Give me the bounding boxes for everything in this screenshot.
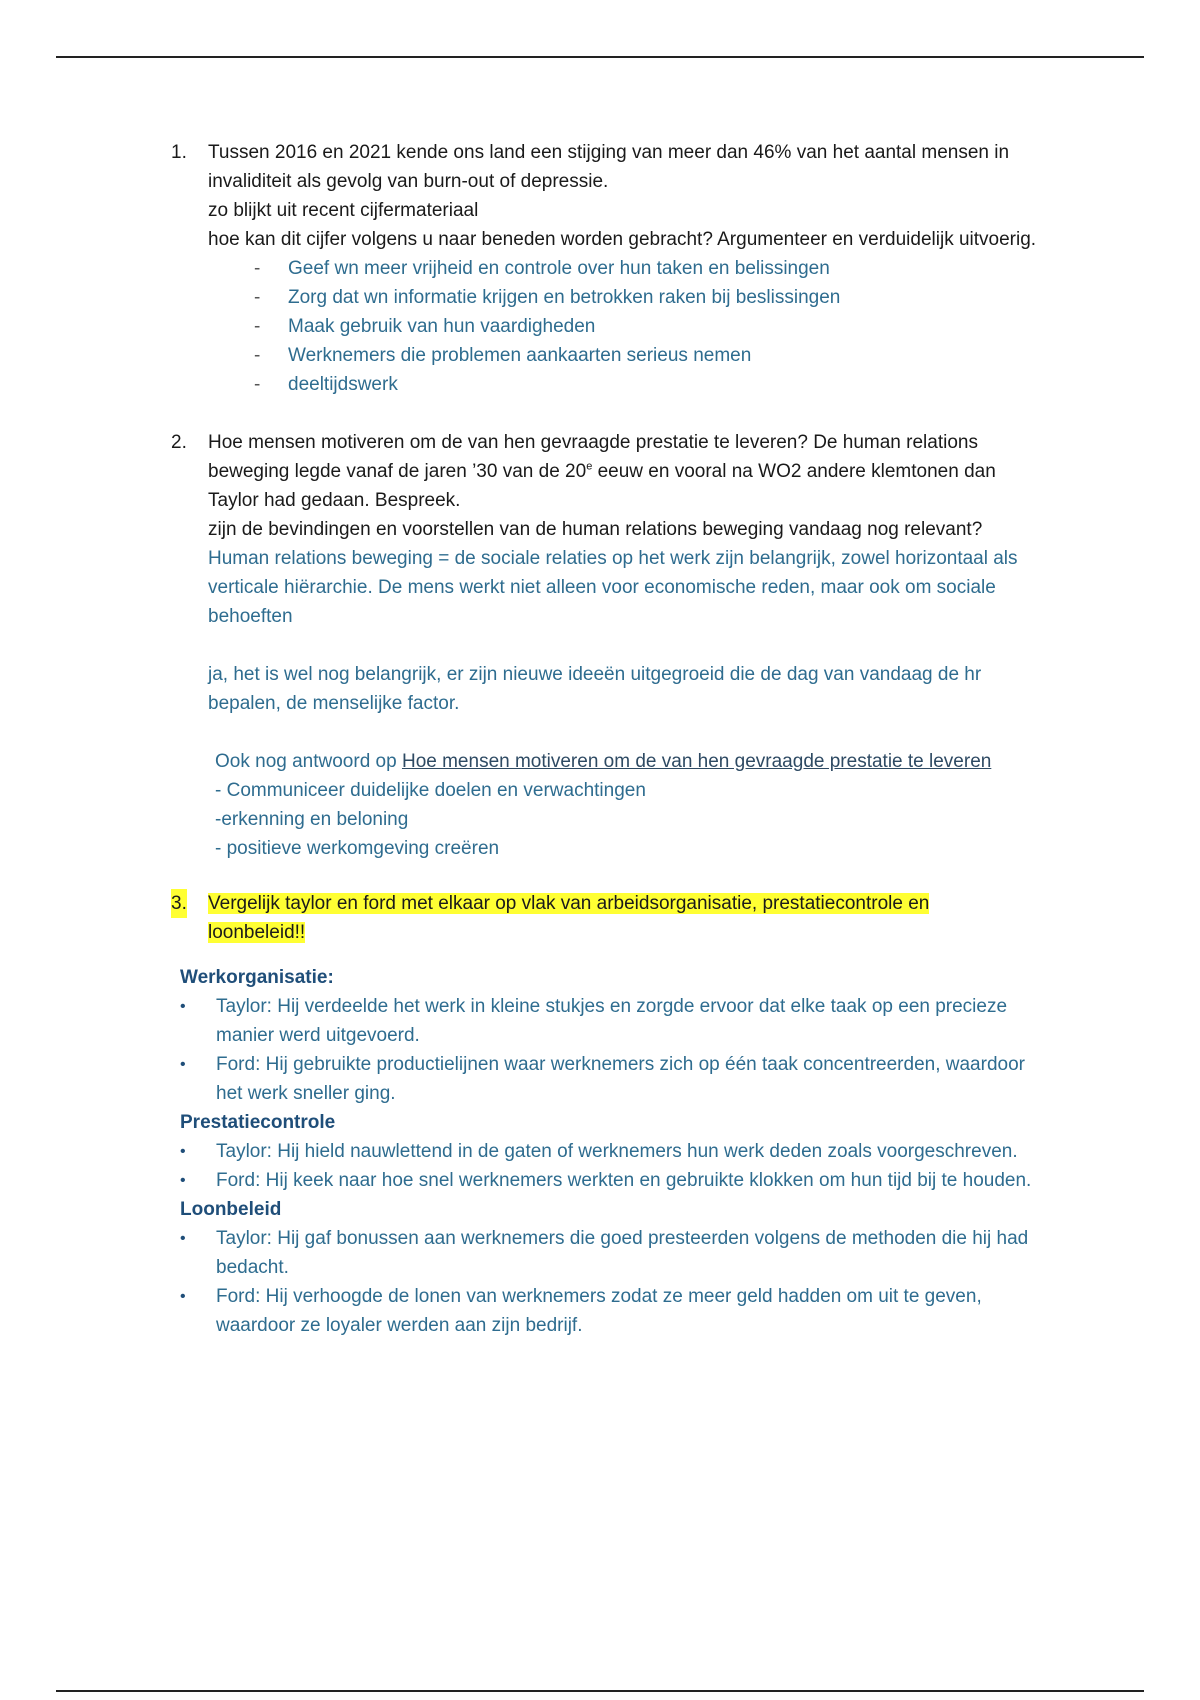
- answer-item: [254, 370, 1050, 399]
- section-heading: Prestatiecontrole: [180, 1112, 336, 1133]
- section-heading: Loonbeleid: [180, 1199, 282, 1220]
- bullet-item: [0, 1224, 1200, 1282]
- bullet-text: Taylor: Hij verdeelde het werk in kleine stukjes en zorgde ervoor dat elke taak op een precieze manier werd uitgevoerd.: [216, 996, 1008, 1046]
- bullet-marker: •: [180, 1056, 186, 1073]
- bullet-text: Taylor: Hij gaf bonussen aan werknemers die goed presteerden volgens de methoden die hij had bedacht.: [216, 1228, 1029, 1278]
- document-body: [0, 138, 1200, 1340]
- bullet-marker: •: [180, 1172, 186, 1189]
- header-rule: [56, 56, 1144, 58]
- answer-item: [254, 312, 1050, 341]
- answer-item: [254, 283, 1050, 312]
- extra-prefix: Ook nog antwoord op: [215, 751, 402, 772]
- answer-text: Maak gebruik van hun vaardigheden: [288, 316, 596, 337]
- bullet-item: [0, 1050, 1200, 1108]
- answer-item: [254, 341, 1050, 370]
- dash-marker: -: [254, 374, 261, 395]
- bullet-marker: •: [180, 998, 186, 1015]
- bullet-text: Taylor: Hij hield nauwlettend in de gaten of werknemers hun werk deden zoals voorgeschreven.: [216, 1141, 1018, 1162]
- answer-text: Werknemers die problemen aankaarten serieus nemen: [288, 345, 752, 366]
- bullet-item: [0, 992, 1200, 1050]
- bullet-marker: •: [180, 1230, 186, 1247]
- bullet-text: Ford: Hij gebruikte productielijnen waar werknemers zich op één taak concentreerden, waardoor het werk sneller ging.: [216, 1054, 1025, 1104]
- answer-text: Zorg dat wn informatie krijgen en betrokken raken bij beslissingen: [288, 287, 841, 308]
- question-text-line: zo blijkt uit recent cijfermateriaal: [208, 200, 479, 221]
- bullet-marker: •: [180, 1143, 186, 1160]
- answer-paragraph: ja, het is wel nog belangrijk, er zijn nieuwe ideeën uitgegroeid die de dag van vandaag de hr bepalen, de menselijke factor.: [208, 664, 982, 714]
- bullet-item: [0, 1137, 1200, 1166]
- question-number: 3.: [171, 889, 187, 918]
- question-1: [0, 138, 1200, 399]
- question-text: Hoe mensen motiveren om de van hen gevraagde prestatie te leveren? De human relations beweging legde vanaf de jaren ’30 van de 20e eeuw en vooral na WO2 andere klemtonen dan Taylor had gedaan. Bespreek.: [208, 432, 996, 511]
- bullet-text: Ford: Hij verhoogde de lonen van werknemers zodat ze meer geld hadden om uit te geven, waardoor ze loyaler werden aan zijn bedrijf.: [216, 1286, 982, 1336]
- answer-item: [254, 254, 1050, 283]
- footer-rule: [56, 1690, 1144, 1692]
- dash-marker: -: [254, 258, 261, 279]
- section-heading: Werkorganisatie:: [180, 967, 334, 988]
- question-2: [0, 428, 1200, 863]
- bullet-item: [0, 1166, 1200, 1195]
- extra-item: -erkenning en beloning: [215, 809, 409, 830]
- question-number: 1.: [171, 142, 187, 163]
- dash-marker: -: [254, 345, 261, 366]
- question-3: [0, 889, 1200, 947]
- bullet-marker: •: [180, 1288, 186, 1305]
- dash-marker: -: [254, 287, 261, 308]
- superscript: e: [586, 460, 593, 473]
- extra-answer: [208, 747, 1050, 863]
- highlighted-text: Vergelijk taylor en ford met elkaar op vlak van arbeidsorganisatie, prestatiecontrole en loonbeleid!!: [208, 893, 930, 943]
- answer-paragraph: Human relations beweging = de sociale relaties op het werk zijn belangrijk, zowel horizontaal als verticale hiërarchie. De mens werkt niet alleen voor economische reden, maar ook om sociale behoeften: [208, 548, 1018, 627]
- bullet-item: [0, 1282, 1200, 1340]
- question-text-line: hoe kan dit cijfer volgens u naar beneden worden gebracht? Argumenteer en verduidelijk uitvoerig.: [208, 229, 1037, 250]
- answer-list: [208, 254, 1050, 399]
- extra-item: - Communiceer duidelijke doelen en verwachtingen: [215, 780, 646, 801]
- answer-text: Geef wn meer vrijheid en controle over hun taken en belissingen: [288, 258, 830, 279]
- extra-link[interactable]: Hoe mensen motiveren om de van hen gevraagde prestatie te leveren: [401, 751, 992, 772]
- question-text: [208, 889, 930, 947]
- extra-item: - positieve werkomgeving creëren: [215, 838, 500, 859]
- dash-marker: -: [254, 316, 261, 337]
- bullet-text: Ford: Hij keek naar hoe snel werknemers werkten en gebruikte klokken om hun tijd bij te houden.: [216, 1170, 1032, 1191]
- question-text-line: Tussen 2016 en 2021 kende ons land een stijging van meer dan 46% van het aantal mensen in invaliditeit als gevolg van burn-out of depressie.: [208, 142, 1010, 192]
- answer-text: deeltijdswerk: [288, 374, 398, 395]
- question-text-line: zijn de bevindingen en voorstellen van de human relations beweging vandaag nog relevant?: [208, 519, 983, 540]
- question-number: 2.: [171, 432, 187, 453]
